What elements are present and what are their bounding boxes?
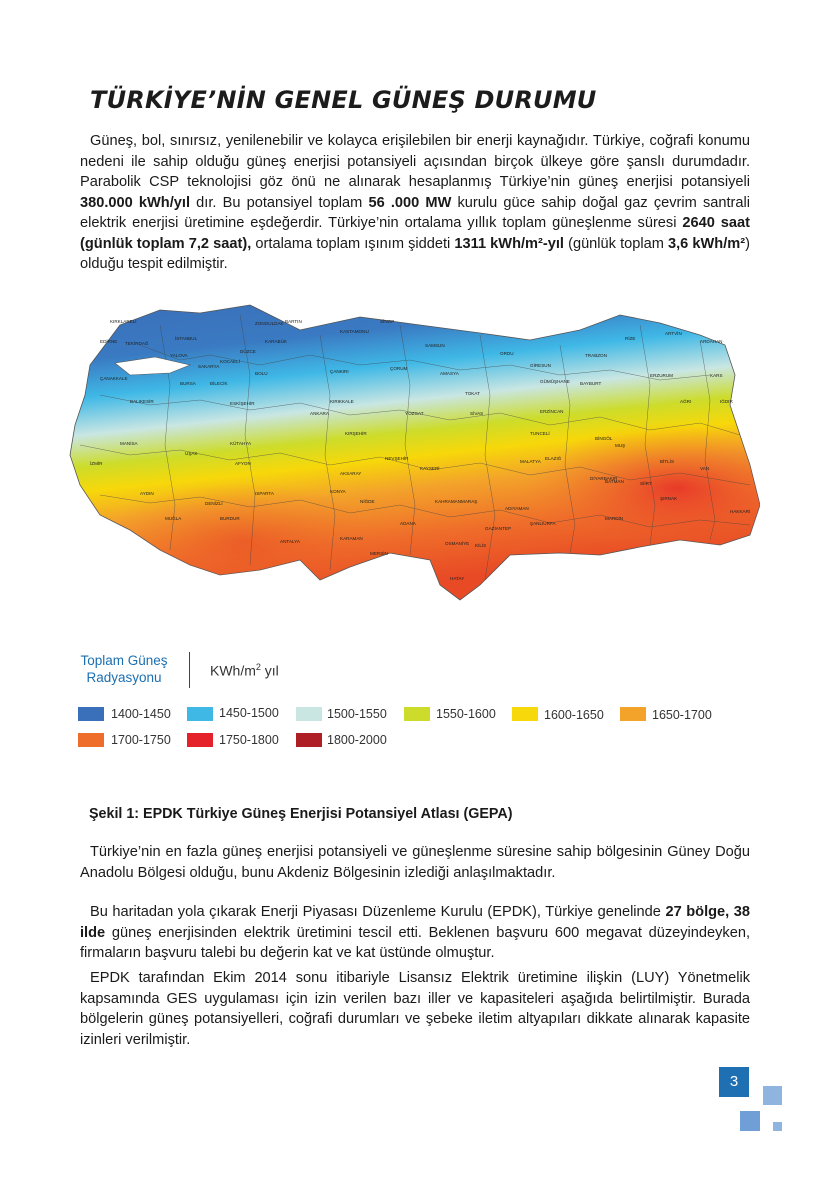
province-label: GİRESUN (530, 363, 551, 368)
legend-label: 1650-1700 (652, 708, 712, 722)
province-label: ANKARA (310, 411, 329, 416)
province-label: KAHRAMANMARAŞ (435, 499, 478, 504)
legend-swatch (187, 707, 213, 721)
province-label: SİİRT (640, 481, 652, 486)
province-label: KARABÜK (265, 339, 287, 344)
province-label: BALIKESİR (130, 399, 154, 404)
province-label: DENİZLİ (205, 501, 223, 506)
legend-label: 1500-1550 (327, 707, 387, 721)
province-label: KIRKLARELİ (110, 319, 137, 324)
legend-label: 1750-1800 (219, 733, 279, 747)
decorative-square (773, 1122, 782, 1131)
province-label: ERZİNCAN (540, 409, 564, 414)
province-label: MANİSA (120, 441, 138, 446)
province-label: ARDAHAN (700, 339, 723, 344)
province-label: BAYBURT (580, 381, 602, 386)
legend-label: 1400-1450 (111, 707, 171, 721)
province-label: BATMAN (605, 479, 624, 484)
province-label: TRABZON (585, 353, 607, 358)
page-number: 3 (719, 1067, 749, 1097)
province-label: AKSARAY (340, 471, 362, 476)
province-label: KAYSERİ (420, 466, 440, 471)
province-label: KÜTAHYA (230, 441, 252, 446)
legend-label: 1700-1750 (111, 733, 171, 747)
province-label: ANTALYA (280, 539, 300, 544)
province-label: BURDUR (220, 516, 240, 521)
legend-label: 1450-1500 (219, 706, 279, 720)
province-label: ZONGULDAK (255, 321, 284, 326)
province-label: NEVŞEHİR (385, 456, 409, 461)
province-label: KOCAELİ (220, 359, 240, 364)
province-label: DÜZCE (240, 349, 256, 354)
province-label: KASTAMONU (340, 329, 369, 334)
province-label: BURSA (180, 381, 196, 386)
legend-swatch (296, 733, 322, 747)
province-label: GÜMÜŞHANE (540, 379, 570, 384)
province-label: BİTLİS (660, 459, 675, 464)
legend-label: 1550-1600 (436, 707, 496, 721)
province-label: ŞIRNAK (660, 496, 678, 501)
legend-swatch (78, 707, 104, 721)
province-label: ESKİŞEHİR (230, 401, 255, 406)
decorative-square (740, 1111, 760, 1131)
page-title: TÜRKİYE’NİN GENEL GÜNEŞ DURUMU (90, 86, 597, 114)
province-label: ŞANLIURFA (530, 521, 556, 526)
province-label: İZMİR (90, 461, 103, 466)
province-label: UŞAK (185, 451, 198, 456)
paragraph-3: Bu haritadan yola çıkarak Enerji Piyasası Düzenleme Kurulu (EPDK), Türkiye genelinde 27 bölge, 38 ilde güneş enerjisinden elektrik üretimini tescil etti. Beklenen başvuru 600 megavat düzeyindeyken, firmaların başvuru talebi bu değerin kat ve kat üstünde olmuştur. (80, 904, 750, 961)
legend-title: Toplam Güneş Radyasyonu (80, 653, 168, 685)
province-label: AĞRI (680, 399, 692, 404)
province-label: EDİRNE (100, 339, 118, 344)
solar-radiation-map (60, 285, 760, 625)
legend-label: 1800-2000 (327, 733, 387, 747)
province-label: MERSİN (370, 551, 388, 556)
legend-swatch (512, 707, 538, 721)
province-label: GAZİANTEP (485, 526, 512, 531)
province-label: ELAZIĞ (545, 456, 562, 461)
province-label: SİNOP (380, 319, 395, 324)
province-label: TUNCELİ (530, 431, 550, 436)
province-label: ORDU (500, 351, 514, 356)
province-label: OSMANİYE (445, 541, 470, 546)
province-label: BİNGÖL (595, 436, 613, 441)
province-label: KARAMAN (340, 536, 363, 541)
province-label: RİZE (625, 336, 636, 341)
province-label: SAKARYA (198, 364, 220, 369)
province-label: KIRŞEHİR (345, 431, 367, 436)
province-label: KONYA (330, 489, 346, 494)
province-label: YALOVA (170, 353, 188, 358)
legend-swatch (620, 707, 646, 721)
province-label: ÇORUM (390, 366, 408, 371)
province-label: HATAY (450, 576, 465, 581)
province-label: VAN (700, 466, 710, 471)
province-label: YOZGAT (405, 411, 424, 416)
legend-swatch (404, 707, 430, 721)
province-label: NİĞDE (360, 499, 375, 504)
paragraph-4: EPDK tarafından Ekim 2014 sonu itibariyle Lisansız Elektrik üretimine ilişkin (LUY) Yönetmelik kapsamında GES uygulaması için izin verilen bazı iller ve kapasiteleri aşağıda belirtilmiştir. Burada bölgelerin güneş potansiyelleri, coğrafi durumları ve şebeke iletim altyapıları dikkate alınarak kapasite izinleri verilmiştir. (80, 970, 750, 1048)
province-label: KARS (710, 373, 723, 378)
province-label: MUĞLA (165, 516, 182, 521)
province-label: TEKİRDAĞ (125, 341, 149, 346)
legend-swatch (187, 733, 213, 747)
province-label: BİLECİK (210, 381, 228, 386)
province-label: ÇANKIRI (330, 369, 349, 374)
intro-paragraph: Güneş, bol, sınırsız, yenilenebilir ve kolayca erişilebilen bir enerji kaynağıdır. Türkiye, coğrafi konumu nedeni ile sahip olduğu güneş enerjisi potansiyeli açısından birçok ülkeye göre şanslı durumdadır. Parabolik CSP teknolojisi göz önü ne alınarak hesaplanmış Türkiye’nin güneş enerjisi potansiyeli 380.000 kWh/yıl dır. Bu potansiyel toplam 56 .000 MW kurulu güce sahip doğal gaz çevrim santrali elektrik enerjisi üretimine eşdeğerdir. Türkiye’nin ortalama yıllık toplam güneşlenme süresi 2640 saat (günlük toplam 7,2 saat), ortalama toplam ışınım şiddeti 1311 kWh/m²-yıl (günlük toplam 3,6 kWh/m²) olduğu tespit edilmiştir. (80, 133, 750, 272)
legend-unit: KWh/$m^2$ yıl (210, 662, 279, 679)
province-label: MALATYA (520, 459, 541, 464)
province-label: İSTANBUL (175, 336, 198, 341)
province-label: SAMSUN (425, 343, 445, 348)
legend-swatch (78, 733, 104, 747)
province-label: ERZURUM (650, 373, 673, 378)
province-label: HAKKARİ (730, 509, 751, 514)
province-label: SİVAS (470, 411, 484, 416)
province-label: DİYARBAKIR (590, 476, 618, 481)
province-label: ÇANAKKALE (100, 376, 128, 381)
legend-swatch (296, 707, 322, 721)
figure-caption: Şekil 1: EPDK Türkiye Güneş Enerjisi Potansiyel Atlası (GEPA) (89, 806, 513, 822)
province-label: AYDIN (140, 491, 154, 496)
province-label: ADANA (400, 521, 416, 526)
legend-divider (189, 652, 190, 688)
province-label: AMASYA (440, 371, 459, 376)
province-label: MARDİN (605, 516, 624, 521)
province-label: KİLİS (475, 543, 487, 548)
province-label: AFYON (235, 461, 251, 466)
province-label: MUŞ (615, 443, 626, 448)
decorative-square (763, 1086, 782, 1105)
legend-label: 1600-1650 (544, 708, 604, 722)
province-label: TOKAT (465, 391, 480, 396)
province-label: KIRIKKALE (330, 399, 354, 404)
province-label: ARTVİN (665, 331, 682, 336)
province-label: IĞDIR (720, 399, 733, 404)
province-label: ADIYAMAN (505, 506, 529, 511)
province-label: BARTIN (285, 319, 302, 324)
province-label: ISPARTA (255, 491, 274, 496)
province-label: BOLU (255, 371, 268, 376)
paragraph-2: Türkiye’nin en fazla güneş enerjisi potansiyeli ve güneşlenme süresine sahip bölgesinin Güney Doğu Anadolu Bölgesi olduğu, bunu Akdeniz Bölgesinin izlediği anlaşılmaktadır. (80, 844, 750, 881)
